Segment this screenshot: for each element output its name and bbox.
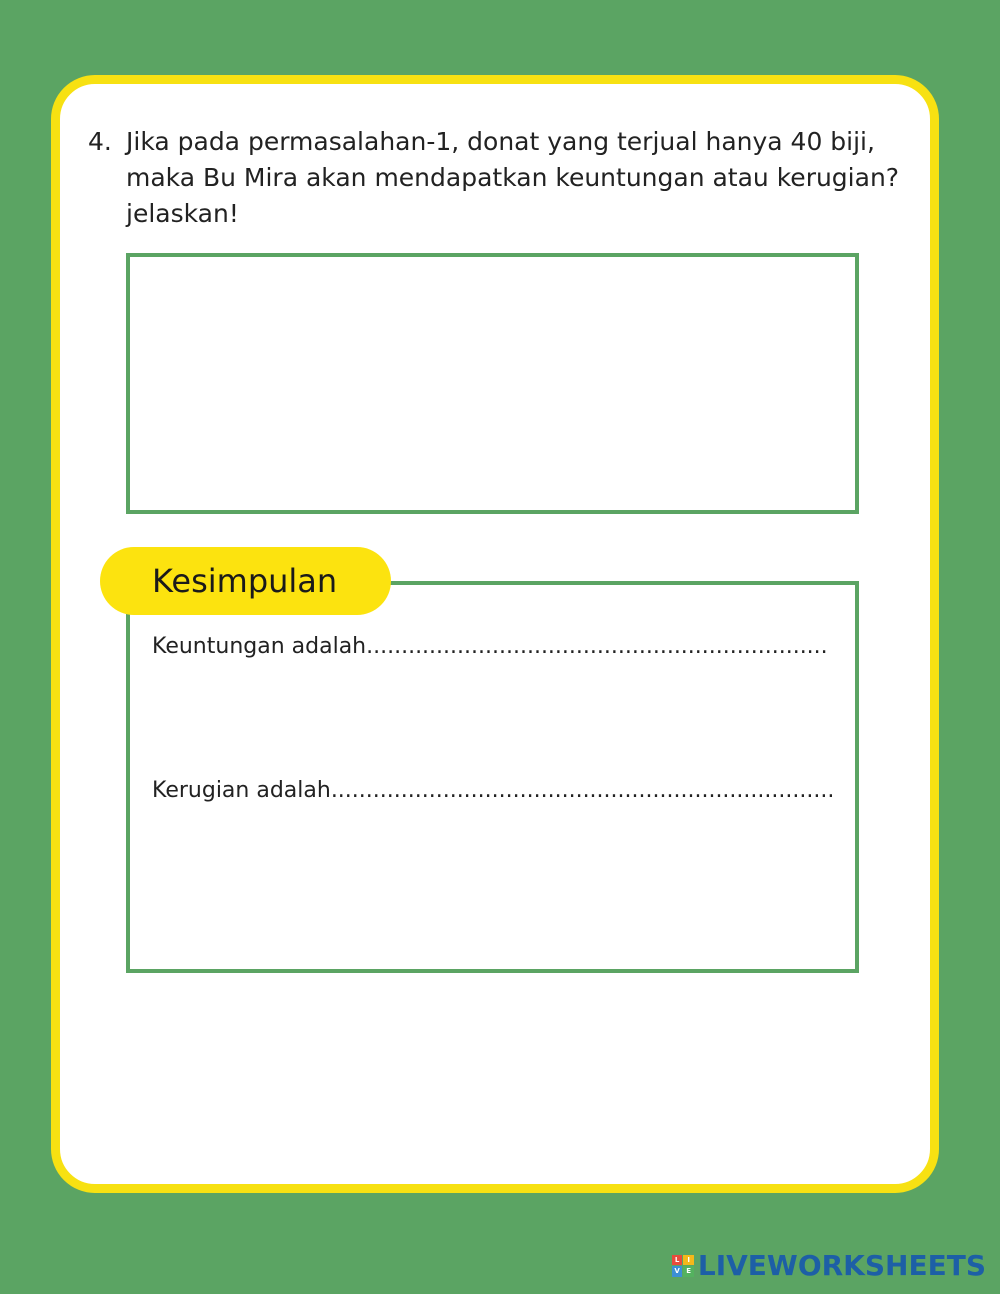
brand-name: LIVEWORKSHEETS	[697, 1249, 986, 1282]
profit-line: Keuntungan adalah..................................................................	[152, 634, 828, 659]
question-text: Jika pada permasalahan-1, donat yang terjual hanya 40 biji, maka Bu Mira akan mendapatkan keuntungan atau kerugian? jelaskan!	[126, 127, 900, 228]
liveworksheets-logo	[672, 1249, 986, 1282]
conclusion-title-pill	[100, 547, 391, 615]
mark-letter: E	[683, 1266, 694, 1277]
liveworksheets-mark-icon	[672, 1255, 694, 1277]
loss-line: Kerugian adalah........................................................................	[152, 778, 835, 803]
answer-textbox[interactable]	[126, 253, 859, 514]
mark-letter: V	[672, 1266, 683, 1277]
mark-letter: L	[672, 1255, 683, 1266]
question-number: 4.	[88, 127, 112, 156]
mark-letter: I	[683, 1255, 694, 1266]
question-4	[88, 124, 908, 232]
conclusion-title: Kesimpulan	[152, 562, 338, 600]
